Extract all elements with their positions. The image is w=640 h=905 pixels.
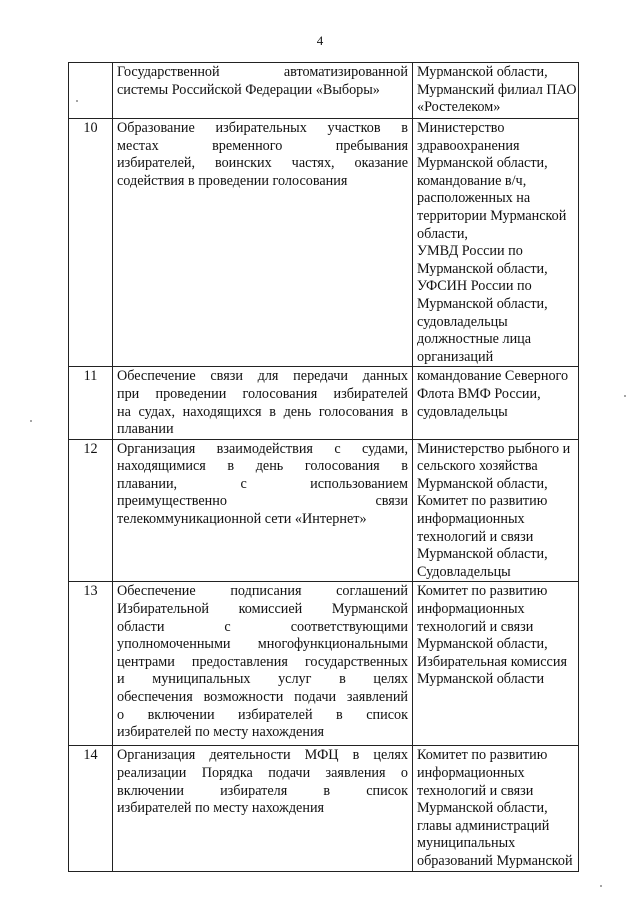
table-row [69,746,579,871]
responsible-line: сельского хозяйства [417,458,538,475]
description-line: обеспечения возможности подачи заявлений [117,689,408,705]
responsible-line: Избирательная комиссия [417,653,567,670]
description-line: и муниципальных услуг в целях [117,671,408,688]
responsible-line: технологий и связи [417,782,534,799]
scan-speck [76,100,78,102]
responsible-line: здравоохранения [417,137,520,154]
responsible-line: Мурманской области, [417,64,548,80]
measure-description [113,367,413,439]
description-line: содействия в проведении голосования [117,172,348,189]
responsible-line: информационных [417,511,525,528]
description-line: преимущественно связи [117,493,408,510]
responsible-line: Комитет по развитию [417,747,548,764]
responsible-line: области, [417,225,468,242]
responsible-line: Комитет по развитию [417,493,548,510]
responsible-parties [413,63,579,119]
scan-speck [600,885,602,887]
description-line: избирателей по месту нахождения [117,724,325,741]
responsible-line: территории Мурманской [417,207,567,224]
row-number: 13 [69,582,113,746]
responsible-line: муниципальных [417,835,516,852]
responsible-line: Флота ВМФ России, [417,385,541,402]
responsible-parties [413,367,579,439]
responsible-line: организаций [417,348,494,365]
responsible-line: судовладельцы [417,313,508,330]
table-row [69,582,579,746]
description-line: Организация деятельности МФЦ в целях [117,747,408,764]
responsible-line: «Ростелеком» [417,99,501,116]
description-line: на судах, находящихся в день голосования в [117,403,408,420]
responsible-line: Мурманской области, [417,636,548,653]
responsible-line: Комитет по развитию [417,583,548,600]
description-line: о включении избирателей в список [117,706,408,723]
description-line: Обеспечение подписания соглашений [117,583,408,600]
responsible-line: расположенных на [417,190,531,207]
responsible-line: УМВД России по [417,243,523,260]
description-line: плавании, с использованием [117,475,408,492]
description-line: местах временного пребывания [117,137,408,154]
responsible-line: должностные лица [417,331,532,348]
responsible-parties [413,119,579,367]
table-row [69,439,579,582]
row-number: 10 [69,119,113,367]
responsible-line: Мурманской области, [417,800,548,817]
responsible-line: информационных [417,765,525,782]
table-row [69,367,579,439]
responsible-line: Судовладельцы [417,563,511,580]
description-line: реализации Порядка подачи заявления о [117,765,408,782]
responsible-line: Мурманской области, [417,475,548,492]
row-number: 11 [69,367,113,439]
measure-description [113,439,413,582]
responsible-line: Мурманской области, [417,295,548,312]
description-line: Организация взаимодействия с судами, [117,440,408,457]
table-row [69,119,579,367]
responsible-line: главы администраций [417,817,550,834]
responsible-line: Министерство [417,120,505,136]
description-line: системы Российской Федерации «Выборы» [117,81,380,98]
responsible-line: Мурманской области, [417,546,548,563]
description-line: уполномоченными многофункциональными [117,636,408,653]
measure-description [113,582,413,746]
row-number: 14 [69,746,113,871]
description-line: телекоммуникационной сети «Интернет» [117,511,367,528]
responsible-line: технологий и связи [417,618,534,635]
scan-speck [30,420,32,422]
responsible-line: Мурманской области, [417,155,548,172]
measure-description [113,119,413,367]
table-row [69,63,579,119]
responsible-line: Мурманской области [417,671,545,688]
responsible-parties [413,582,579,746]
description-line: Образование избирательных участков в [117,120,408,136]
responsible-line: командование в/ч, [417,172,527,189]
measure-description [113,63,413,119]
description-line: избирателей по месту нахождения [117,800,325,817]
responsible-line: Мурманской области, [417,260,548,277]
scan-speck [624,395,626,397]
description-line: избирателей, воинских частях, оказание [117,155,408,172]
description-line: Избирательной комиссией Мурманской [117,601,408,618]
description-line: плавании [117,421,174,438]
description-line: центрами предоставления государственных [117,653,408,670]
responsible-parties [413,439,579,582]
measure-description [113,746,413,871]
description-line: при проведении голосования избирателей [117,385,408,402]
measures-table [68,62,579,872]
responsible-line: образований Мурманской [417,853,573,869]
row-number [69,63,113,119]
responsible-line: командование Северного [417,368,569,385]
responsible-line: Мурманский филиал ПАО [417,81,577,98]
description-line: Обеспечение связи для передачи данных [117,368,408,385]
responsible-line: судовладельцы [417,403,508,420]
responsible-line: УФСИН России по [417,278,532,295]
responsible-parties [413,746,579,871]
table-body [69,63,579,872]
responsible-line: Министерство рыбного и [417,440,571,457]
page-number: 4 [316,33,324,48]
responsible-line: технологий и связи [417,528,534,545]
responsible-line: информационных [417,601,525,618]
description-line: области с соответствующими [117,618,408,635]
row-number: 12 [69,439,113,582]
description-line: включении избирателя в список [117,782,408,799]
description-line: находящимися в день голосования в [117,458,408,475]
description-line: Государственной автоматизированной [117,64,408,80]
